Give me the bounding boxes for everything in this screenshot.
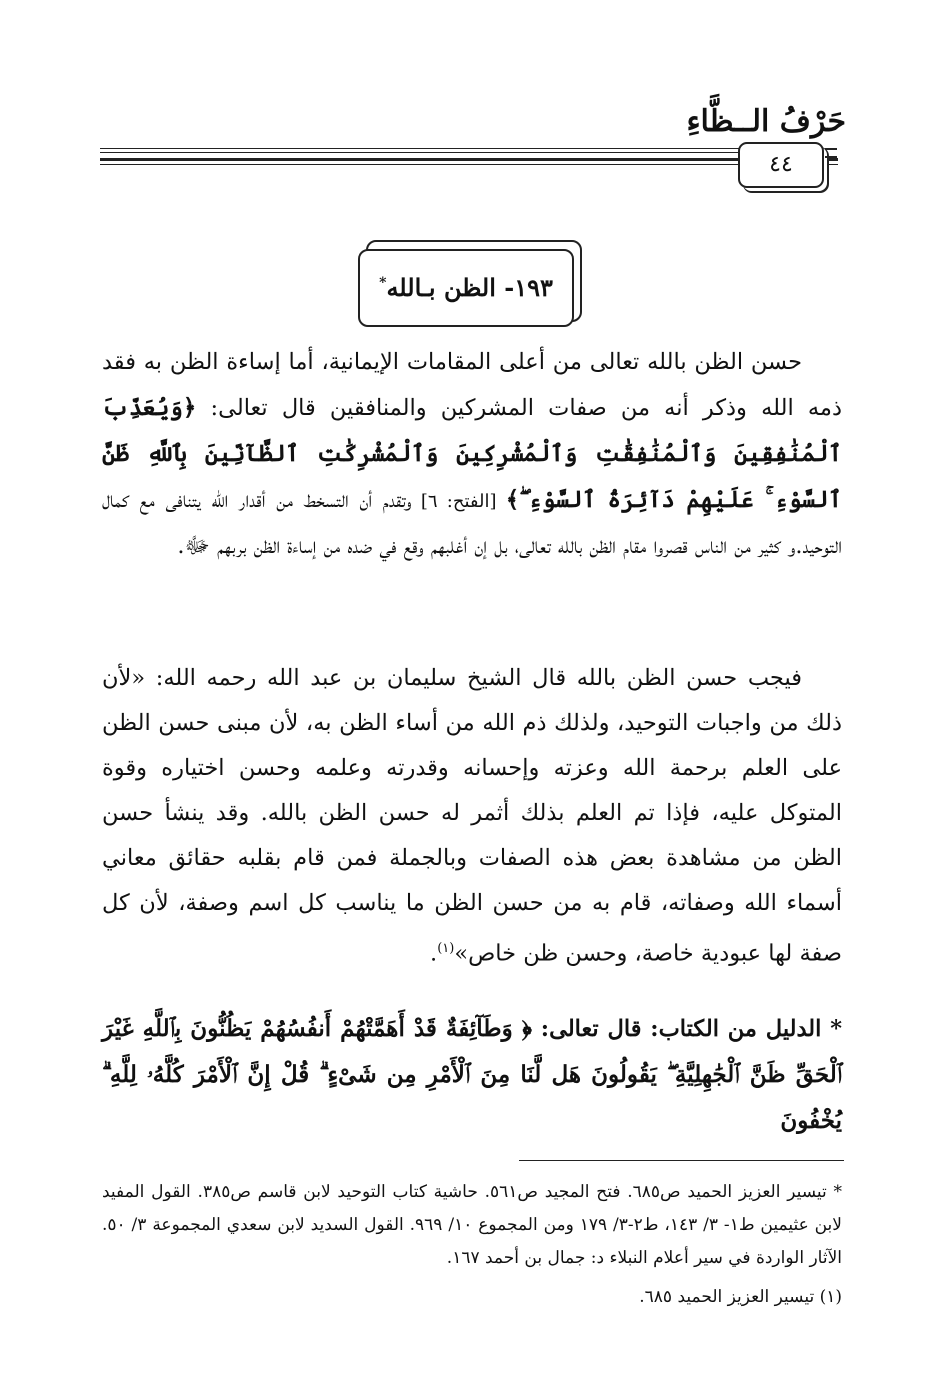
evidence-lead: * الدليل من الكتاب: قال تعالى: [531,1016,843,1042]
paragraph-2-text: فيجب حسن الظن بالله قال الشيخ سليمان بن عبد الله رحمه الله: «لأن ذلك من واجبات التوحيد، ولذلك ذم الله من أساء الظن به، لأن مبنى حسن الظن على العلم برحمة الله وعزته وإحسانه وقدرته وعلمه وحسن اختياره وقوة المتوكل عليه، فإذا تم العلم بذلك أثمر له حسن الظن بالله. وقد ينشأ حسن الظن من مشاهدة بعض هذه الصفات وبالجملة فمن قام بقلبه حقائق معاني أسماء الله وصفاته، قام به من حسن الظن ما يناسب كل اسم وصفة، لأن كل صفة لها عبودية خاصة، وحسن ظن خاص» [102,665,842,967]
header-rule [100,148,816,149]
paragraph-3 [102,1006,842,1144]
footnote-separator [519,1160,844,1161]
section-title-text: ١٩٣- الظن بـالله [386,273,553,302]
section-title-frame [358,249,574,327]
footnote-ref-1: (١) [437,941,455,956]
footnote-1: (١) تيسير العزيز الحميد ٦٨٥. [639,1287,842,1307]
paragraph-1-continuation: وتقدم أن التسخط من أقدار الله يتنافى مع كمال التوحيد.و كثير من الناس قصروا مقام الظن بالله تعالى، بل إن أغلبهم وقع في ضده من إساءة الظن بربهم ﷻ. [102,487,842,559]
page-number: ٤٤ [769,152,793,177]
section-title-marker: * [379,275,387,291]
header-rule [100,158,838,161]
quran-verse-al-imran: ﴿ وَطَآئِفَةٌ قَدْ أَهَمَّتْهُمْ أَنفُسُهُمْ يَظُنُّونَ بِٱللَّهِ غَيْرَ ٱلْحَقِّ ظَنَّ ٱلْجَٰهِلِيَّةِ ۖ يَقُولُونَ هَل لَّنَا مِنَ ٱلْأَمْرِ مِن شَىْءٍ ۗ قُلْ إِنَّ ٱلْأَمْرَ كُلَّهُۥ لِلَّهِ ۗ يُخْفُونَ [102,1015,842,1134]
paragraph-1-text: حسن الظن بالله تعالى من أعلى المقامات الإيمانية، أما إساءة الظن به فقد ذمه الله وذكر أنه من صفات المشركين والمنافقين قال تعالى: [102,349,842,421]
paragraph-1 [102,340,842,569]
footnote-sources: * تيسير العزيز الحميد ص٦٨٥. فتح المجيد ص٥٦١. حاشية كتاب التوحيد لابن قاسم ص٣٨٥. القول المفيد لابن عثيمين ط١- ٣/ ١٤٣، ط٢-٣/ ١٧٩ ومن المجموع ١٠/ ٩٦٩. القول السديد لابن سعدي المجموعة ٣/ ٥٠. الآثار الواردة في سير أعلام النبلاء د: جمال بن أحمد ١٦٧. [102,1182,843,1268]
header-rule [100,152,816,153]
paragraph-2-end: . [430,940,438,967]
verse-citation: [الفتح: ٦] [411,491,506,512]
header-rule [100,164,838,165]
running-title: حَرْفُ الــظَّاءِ [686,104,846,139]
page-number-box [738,142,824,188]
section-title [360,273,572,302]
footnotes [102,1176,842,1314]
paragraph-2 [102,656,842,977]
header-edge-mark [825,148,837,162]
quran-verse-al-fath: ﴿وَيُعَذِّبَ ٱلْمُنَٰفِقِينَ وَٱلْمُنَٰفِقَٰتِ وَٱلْمُشْرِكِينَ وَٱلْمُشْرِكَٰتِ ٱلظَّآنِّينَ بِٱللَّهِ ظَنَّ ٱلسَّوْءِ ۚ عَلَيْهِمْ دَآئِرَةُ ٱلسَّوْءِ ۖ﴾ [102,394,842,513]
